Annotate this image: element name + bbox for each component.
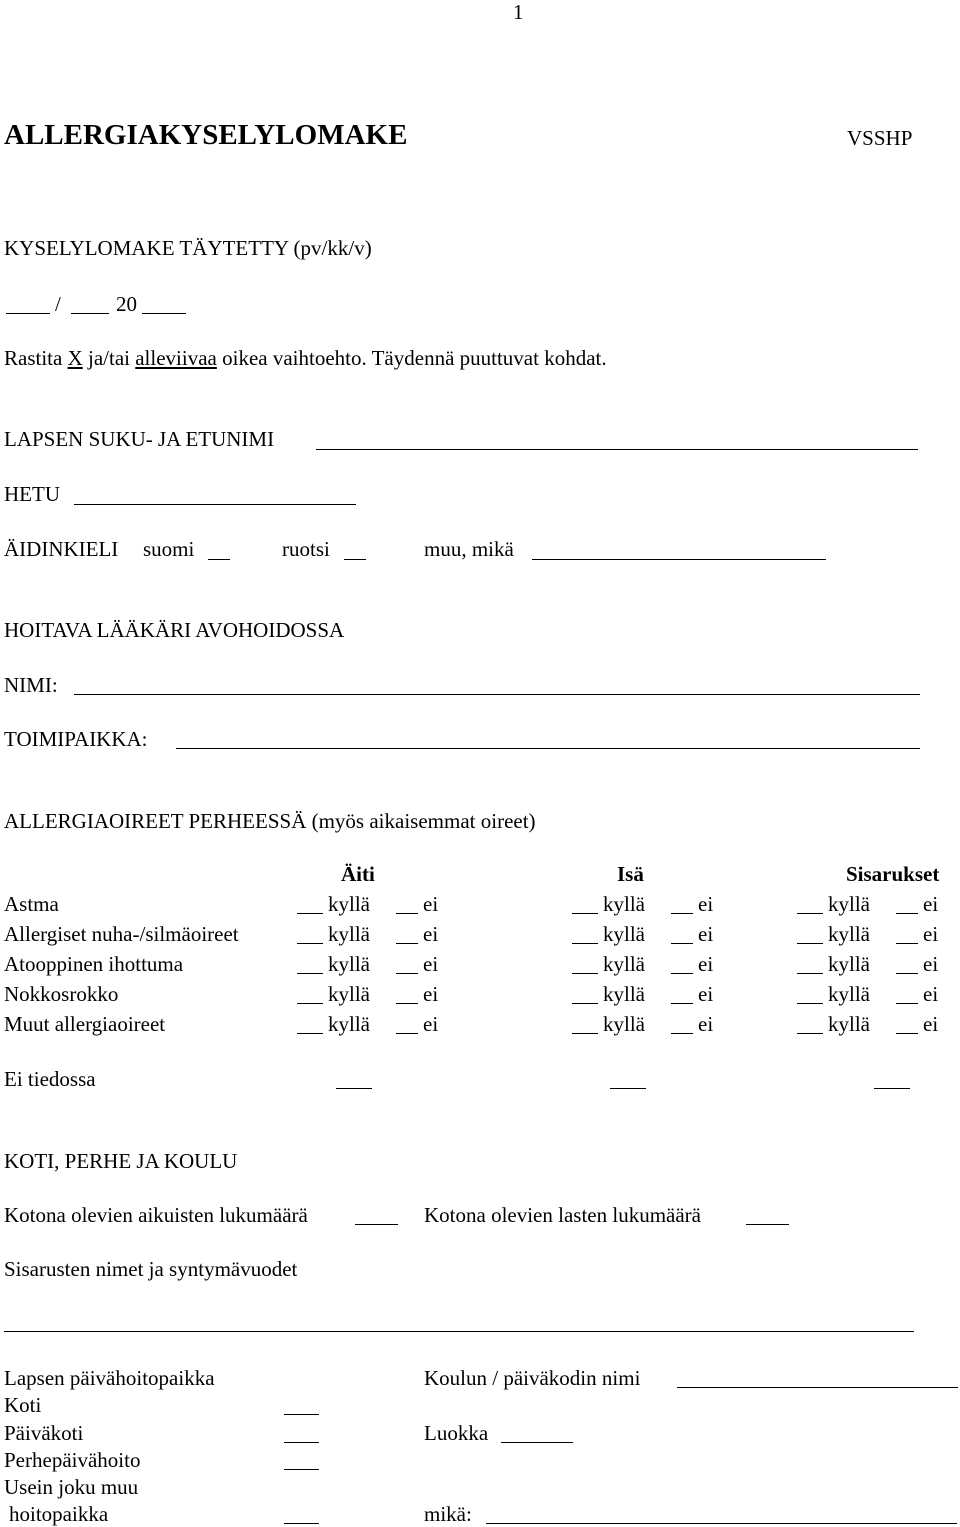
no-checkbox-siblings[interactable] xyxy=(896,1033,918,1034)
instructions-part-2: ja/tai xyxy=(82,346,136,370)
allergy-row-label: Allergiset nuha-/silmäoireet xyxy=(4,922,239,946)
language-suomi-field[interactable] xyxy=(208,559,230,560)
no-label: ei xyxy=(923,892,939,916)
instructions-part-1: Rastita xyxy=(4,346,68,370)
doctor-name-label: NIMI: xyxy=(4,673,58,697)
allergy-row-label: Atooppinen ihottuma xyxy=(4,952,184,976)
unknown-label: Ei tiedossa xyxy=(4,1067,96,1091)
hetu-label: HETU xyxy=(4,482,60,506)
yes-label: kyllä xyxy=(828,982,870,1006)
language-ruotsi-label: ruotsi xyxy=(282,537,330,561)
no-label: ei xyxy=(698,952,714,976)
yes-label: kyllä xyxy=(828,892,870,916)
yes-checkbox-father[interactable] xyxy=(572,943,598,944)
yes-checkbox-father[interactable] xyxy=(572,1003,598,1004)
no-checkbox-father[interactable] xyxy=(671,1033,693,1034)
doctor-place-label: TOIMIPAIKKA: xyxy=(4,727,148,751)
yes-label: kyllä xyxy=(828,1012,870,1036)
unknown-father-field[interactable] xyxy=(610,1088,646,1089)
other-which-field[interactable] xyxy=(486,1523,957,1524)
yes-label: kyllä xyxy=(603,922,645,946)
yes-label: kyllä xyxy=(328,892,370,916)
form-title: ALLERGIAKYSELYLOMAKE xyxy=(4,119,408,151)
no-label: ei xyxy=(423,922,439,946)
language-other-label: muu, mikä xyxy=(424,537,514,561)
school-name-label: Koulun / päiväkodin nimi xyxy=(424,1366,641,1390)
yes-label: kyllä xyxy=(328,982,370,1006)
no-checkbox-father[interactable] xyxy=(671,1003,693,1004)
language-other-field[interactable] xyxy=(532,559,826,560)
column-header-siblings: Sisarukset xyxy=(846,862,940,886)
column-header-father: Isä xyxy=(617,862,644,886)
home-heading: KOTI, PERHE JA KOULU xyxy=(4,1149,238,1173)
no-checkbox-father[interactable] xyxy=(671,973,693,974)
yes-checkbox-father[interactable] xyxy=(572,913,598,914)
doctor-heading: HOITAVA LÄÄKÄRI AVOHOIDOSSA xyxy=(4,618,345,642)
class-field[interactable] xyxy=(501,1442,573,1443)
instructions xyxy=(4,348,607,369)
doctor-place-field[interactable] xyxy=(176,748,920,749)
no-label: ei xyxy=(423,892,439,916)
language-suomi-label: suomi xyxy=(143,537,195,561)
daycare-home-field[interactable] xyxy=(284,1414,319,1415)
organization-name: VSSHP xyxy=(847,126,913,150)
no-label: ei xyxy=(923,982,939,1006)
daycare-option-other-line1: Usein joku muu xyxy=(4,1475,139,1499)
daycare-family-field[interactable] xyxy=(284,1469,319,1470)
no-label: ei xyxy=(698,892,714,916)
child-name-field[interactable] xyxy=(316,449,918,450)
yes-label: kyllä xyxy=(828,952,870,976)
no-checkbox-siblings[interactable] xyxy=(896,913,918,914)
siblings-label: Sisarusten nimet ja syntymävuodet xyxy=(4,1257,298,1281)
family-allergy-heading: ALLERGIAOIREET PERHEESSÄ (myös aikaisemmat oireet) xyxy=(4,809,536,833)
yes-checkbox-mother[interactable] xyxy=(297,973,323,974)
yes-checkbox-siblings[interactable] xyxy=(797,913,823,914)
allergy-row-label: Muut allergiaoireet xyxy=(4,1012,166,1036)
other-which-label: mikä: xyxy=(424,1502,472,1526)
yes-label: kyllä xyxy=(328,1012,370,1036)
no-label: ei xyxy=(423,982,439,1006)
no-checkbox-siblings[interactable] xyxy=(896,973,918,974)
filled-date-label: KYSELYLOMAKE TÄYTETTY (pv/kk/v) xyxy=(4,236,372,260)
language-label: ÄIDINKIELI xyxy=(4,537,119,561)
adults-count-label: Kotona olevien aikuisten lukumäärä xyxy=(4,1203,308,1227)
no-checkbox-siblings[interactable] xyxy=(896,1003,918,1004)
yes-checkbox-mother[interactable] xyxy=(297,943,323,944)
yes-label: kyllä xyxy=(603,982,645,1006)
yes-checkbox-mother[interactable] xyxy=(297,1033,323,1034)
siblings-field[interactable] xyxy=(4,1331,914,1332)
daycare-option-family-daycare: Perhepäivähoito xyxy=(4,1448,141,1472)
no-checkbox-mother[interactable] xyxy=(396,1033,418,1034)
no-label: ei xyxy=(698,922,714,946)
adults-count-field[interactable] xyxy=(355,1224,398,1225)
yes-checkbox-siblings[interactable] xyxy=(797,1033,823,1034)
daycare-label: Lapsen päivähoitopaikka xyxy=(4,1366,215,1390)
allergy-row-label: Astma xyxy=(4,892,59,916)
hetu-field[interactable] xyxy=(74,504,356,505)
no-checkbox-mother[interactable] xyxy=(396,913,418,914)
yes-label: kyllä xyxy=(603,1012,645,1036)
column-header-mother: Äiti xyxy=(341,862,375,886)
no-label: ei xyxy=(923,952,939,976)
yes-checkbox-siblings[interactable] xyxy=(797,973,823,974)
yes-checkbox-siblings[interactable] xyxy=(797,943,823,944)
yes-label: kyllä xyxy=(828,922,870,946)
daycare-option-kindergarten: Päiväkoti xyxy=(4,1421,84,1445)
yes-label: kyllä xyxy=(328,922,370,946)
instructions-x: X xyxy=(67,346,83,370)
unknown-mother-field[interactable] xyxy=(336,1088,372,1089)
children-count-field[interactable] xyxy=(746,1224,789,1225)
no-checkbox-mother[interactable] xyxy=(396,1003,418,1004)
yes-label: kyllä xyxy=(603,892,645,916)
yes-checkbox-mother[interactable] xyxy=(297,913,323,914)
allergy-row-label: Nokkosrokko xyxy=(4,982,119,1006)
no-checkbox-father[interactable] xyxy=(671,943,693,944)
no-checkbox-father[interactable] xyxy=(671,913,693,914)
class-label: Luokka xyxy=(424,1421,489,1445)
no-label: ei xyxy=(923,922,939,946)
yes-checkbox-father[interactable] xyxy=(572,973,598,974)
date-slash: / xyxy=(55,292,61,316)
no-label: ei xyxy=(698,1012,714,1036)
child-name-label: LAPSEN SUKU- JA ETUNIMI xyxy=(4,427,275,451)
yes-label: kyllä xyxy=(603,952,645,976)
doctor-name-field[interactable] xyxy=(74,694,920,695)
no-label: ei xyxy=(423,952,439,976)
date-day-field[interactable] xyxy=(6,313,50,314)
instructions-part-3: oikea vaihtoehto. Täydennä puuttuvat kohdat. xyxy=(216,346,607,370)
children-count-label: Kotona olevien lasten lukumäärä xyxy=(424,1203,701,1227)
daycare-option-home: Koti xyxy=(4,1393,42,1417)
yes-checkbox-father[interactable] xyxy=(572,1033,598,1034)
date-year-field[interactable] xyxy=(142,313,186,314)
unknown-siblings-field[interactable] xyxy=(874,1088,910,1089)
no-checkbox-siblings[interactable] xyxy=(896,943,918,944)
daycare-option-other-line2: hoitopaikka xyxy=(9,1502,109,1526)
no-label: ei xyxy=(923,1012,939,1036)
school-name-field[interactable] xyxy=(677,1387,958,1388)
yes-checkbox-mother[interactable] xyxy=(297,1003,323,1004)
no-checkbox-mother[interactable] xyxy=(396,973,418,974)
daycare-kindergarten-field[interactable] xyxy=(284,1442,319,1443)
instructions-underline-word: alleviivaa xyxy=(135,346,217,370)
no-checkbox-mother[interactable] xyxy=(396,943,418,944)
daycare-other-field[interactable] xyxy=(284,1523,319,1524)
no-label: ei xyxy=(423,1012,439,1036)
language-ruotsi-field[interactable] xyxy=(344,559,366,560)
date-month-field[interactable] xyxy=(71,313,109,314)
no-label: ei xyxy=(698,982,714,1006)
page-number: 1 xyxy=(513,0,524,24)
date-year-prefix: 20 xyxy=(116,292,137,316)
yes-checkbox-siblings[interactable] xyxy=(797,1003,823,1004)
yes-label: kyllä xyxy=(328,952,370,976)
